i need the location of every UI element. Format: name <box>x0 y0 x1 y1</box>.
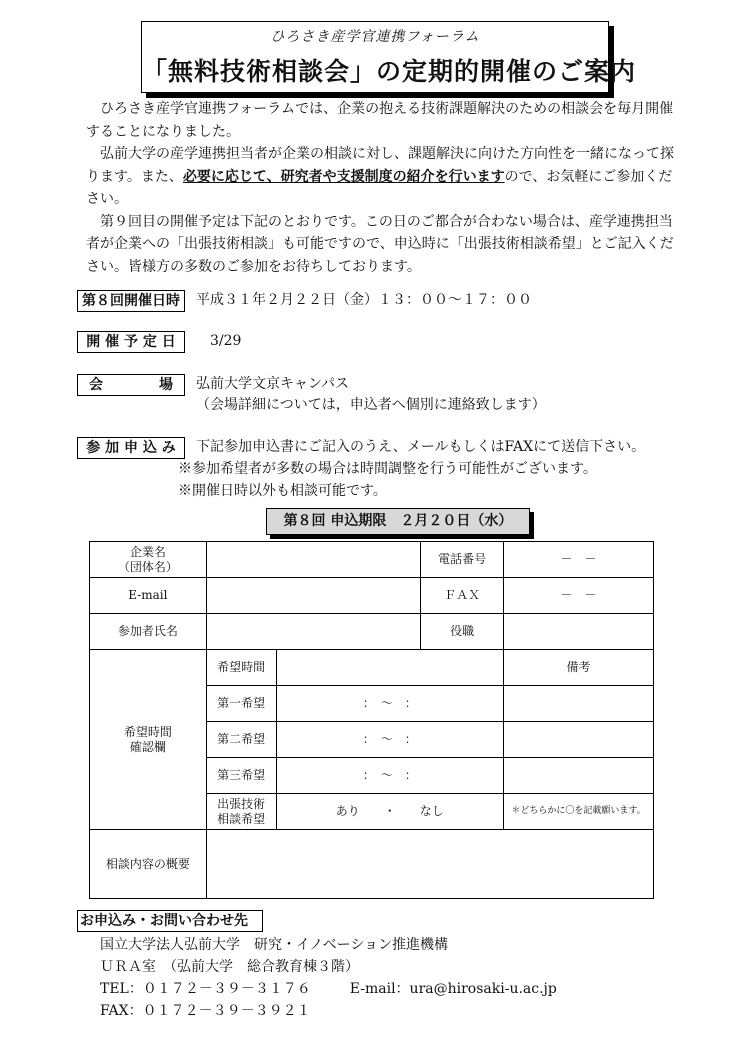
time-confirm-label-cell <box>90 650 207 830</box>
time-header: 希望時間 <box>206 650 276 686</box>
choice-2-time[interactable]: ： ～ ： <box>276 722 503 758</box>
email-field[interactable] <box>206 578 420 614</box>
choice-1-remarks[interactable] <box>503 686 653 722</box>
apply-note-2: ※開催日時以外も相談可能です。 <box>178 483 387 499</box>
contact-office: ＵＲＡ室 （弘前大学 総合教育棟３階） <box>100 959 359 975</box>
trip-note: ＊どちらかに〇を記載願います。 <box>503 794 653 830</box>
intro-p2-emphasis: 必要に応じて、研究者や支援制度の紹介を行います <box>182 168 505 185</box>
intro-paragraph-2 <box>86 143 682 211</box>
choice-3-label: 第三希望 <box>206 758 276 794</box>
title-box <box>141 21 637 93</box>
choice-3-time[interactable]: ： ～ ： <box>276 758 503 794</box>
trip-label-cell <box>206 794 276 830</box>
contact-org: 国立大学法人弘前大学 研究・イノベーション推進機構 <box>100 937 449 953</box>
company-sub-label: （団体名） <box>117 559 178 574</box>
participant-field[interactable] <box>206 614 420 650</box>
company-label: 企業名 <box>129 544 166 559</box>
apply-label: 参 加 申 込 み <box>77 437 185 459</box>
deadline-banner: 第８回 申込期限 ２月２０日（水） <box>266 508 530 535</box>
apply-note-1: ※参加希望者が多数の場合は時間調整を行う可能性がございます。 <box>178 461 597 477</box>
email-label: E-mail <box>90 578 207 614</box>
participant-label: 参加者氏名 <box>90 614 207 650</box>
contact-block <box>100 934 557 1022</box>
trip-label-1: 出張技術 <box>217 796 266 811</box>
summary-field[interactable] <box>206 830 653 899</box>
time-confirm-label-1: 希望時間 <box>123 724 172 739</box>
intro-paragraph-1: ひろさき産学官連携フォーラムでは、企業の抱える技術課題解決のための相談会を毎月開催することになりました。 <box>86 101 674 140</box>
venue-label: 会 場 <box>77 374 185 396</box>
position-field[interactable] <box>503 614 653 650</box>
company-field[interactable] <box>206 542 420 578</box>
forum-subtitle: ひろさき産学官連携フォーラム <box>270 29 480 45</box>
application-form <box>89 541 654 899</box>
contact-fax: FAX：０１７２－３９－３９２１ <box>100 1003 311 1019</box>
position-label: 役職 <box>421 614 504 650</box>
apply-value: 下記参加申込書にご記入のうえ、メールもしくはFAXにて送信下さい。 <box>196 439 646 455</box>
fax-field[interactable]: － － <box>503 578 653 614</box>
contact-tel-line <box>100 978 557 1000</box>
summary-label: 相談内容の概要 <box>90 830 207 899</box>
trip-label-2: 相談希望 <box>217 811 266 826</box>
choice-3-remarks[interactable] <box>503 758 653 794</box>
contact-email[interactable]: E-mail：ura@hirosaki-u.ac.jp <box>349 981 557 997</box>
schedule-label: 開 催 予 定 日 <box>77 331 185 353</box>
choice-2-remarks[interactable] <box>503 722 653 758</box>
page-title: 「無料技術相談会」の定期的開催のご案内 <box>142 57 637 86</box>
time-header-blank <box>276 650 503 686</box>
phone-label: 電話番号 <box>421 542 504 578</box>
contact-heading: お申込み・お問い合わせ先 <box>77 910 263 932</box>
choice-1-label: 第一希望 <box>206 686 276 722</box>
contact-tel: TEL：０１７２－３９－３１７６ <box>100 981 311 997</box>
intro-p2-end: ので、お気軽にご参加ください。 <box>86 168 673 207</box>
date-value: 平成３１年２月２２日（金）１３：００～１７：００ <box>196 292 532 308</box>
venue-note: （会場詳細については，申込者へ個別に連絡致します） <box>196 397 546 413</box>
intro-text <box>86 98 682 278</box>
fax-label: ＦＡＸ <box>421 578 504 614</box>
schedule-value: 3/29 <box>210 333 242 349</box>
venue-value: 弘前大学文京キャンパス <box>196 376 350 392</box>
choice-1-time[interactable]: ： ～ ： <box>276 686 503 722</box>
intro-p2-start: 弘前大学の産学連携担当者が企業の相談に対し、課題解決に向けた方向性を一緒になって探ります。また、 <box>86 146 674 185</box>
intro-paragraph-3: 第９回目の開催予定は下記のとおりです。この日のご都合が合わない場合は、産学連携担当者が企業への「出張技術相談」も可能ですので、申込時に「出張技術相談希望」とご記入ください。皆様方の多数のご参加をお待ちしております。 <box>86 213 674 275</box>
time-confirm-label-2: 確認欄 <box>129 739 166 754</box>
company-label-cell <box>90 542 207 578</box>
phone-field[interactable]: － － <box>503 542 653 578</box>
choice-2-label: 第二希望 <box>206 722 276 758</box>
remarks-header: 備考 <box>503 650 653 686</box>
trip-choice[interactable]: あり ・ なし <box>276 794 503 830</box>
date-label: 第８回開催日時 <box>77 290 185 312</box>
